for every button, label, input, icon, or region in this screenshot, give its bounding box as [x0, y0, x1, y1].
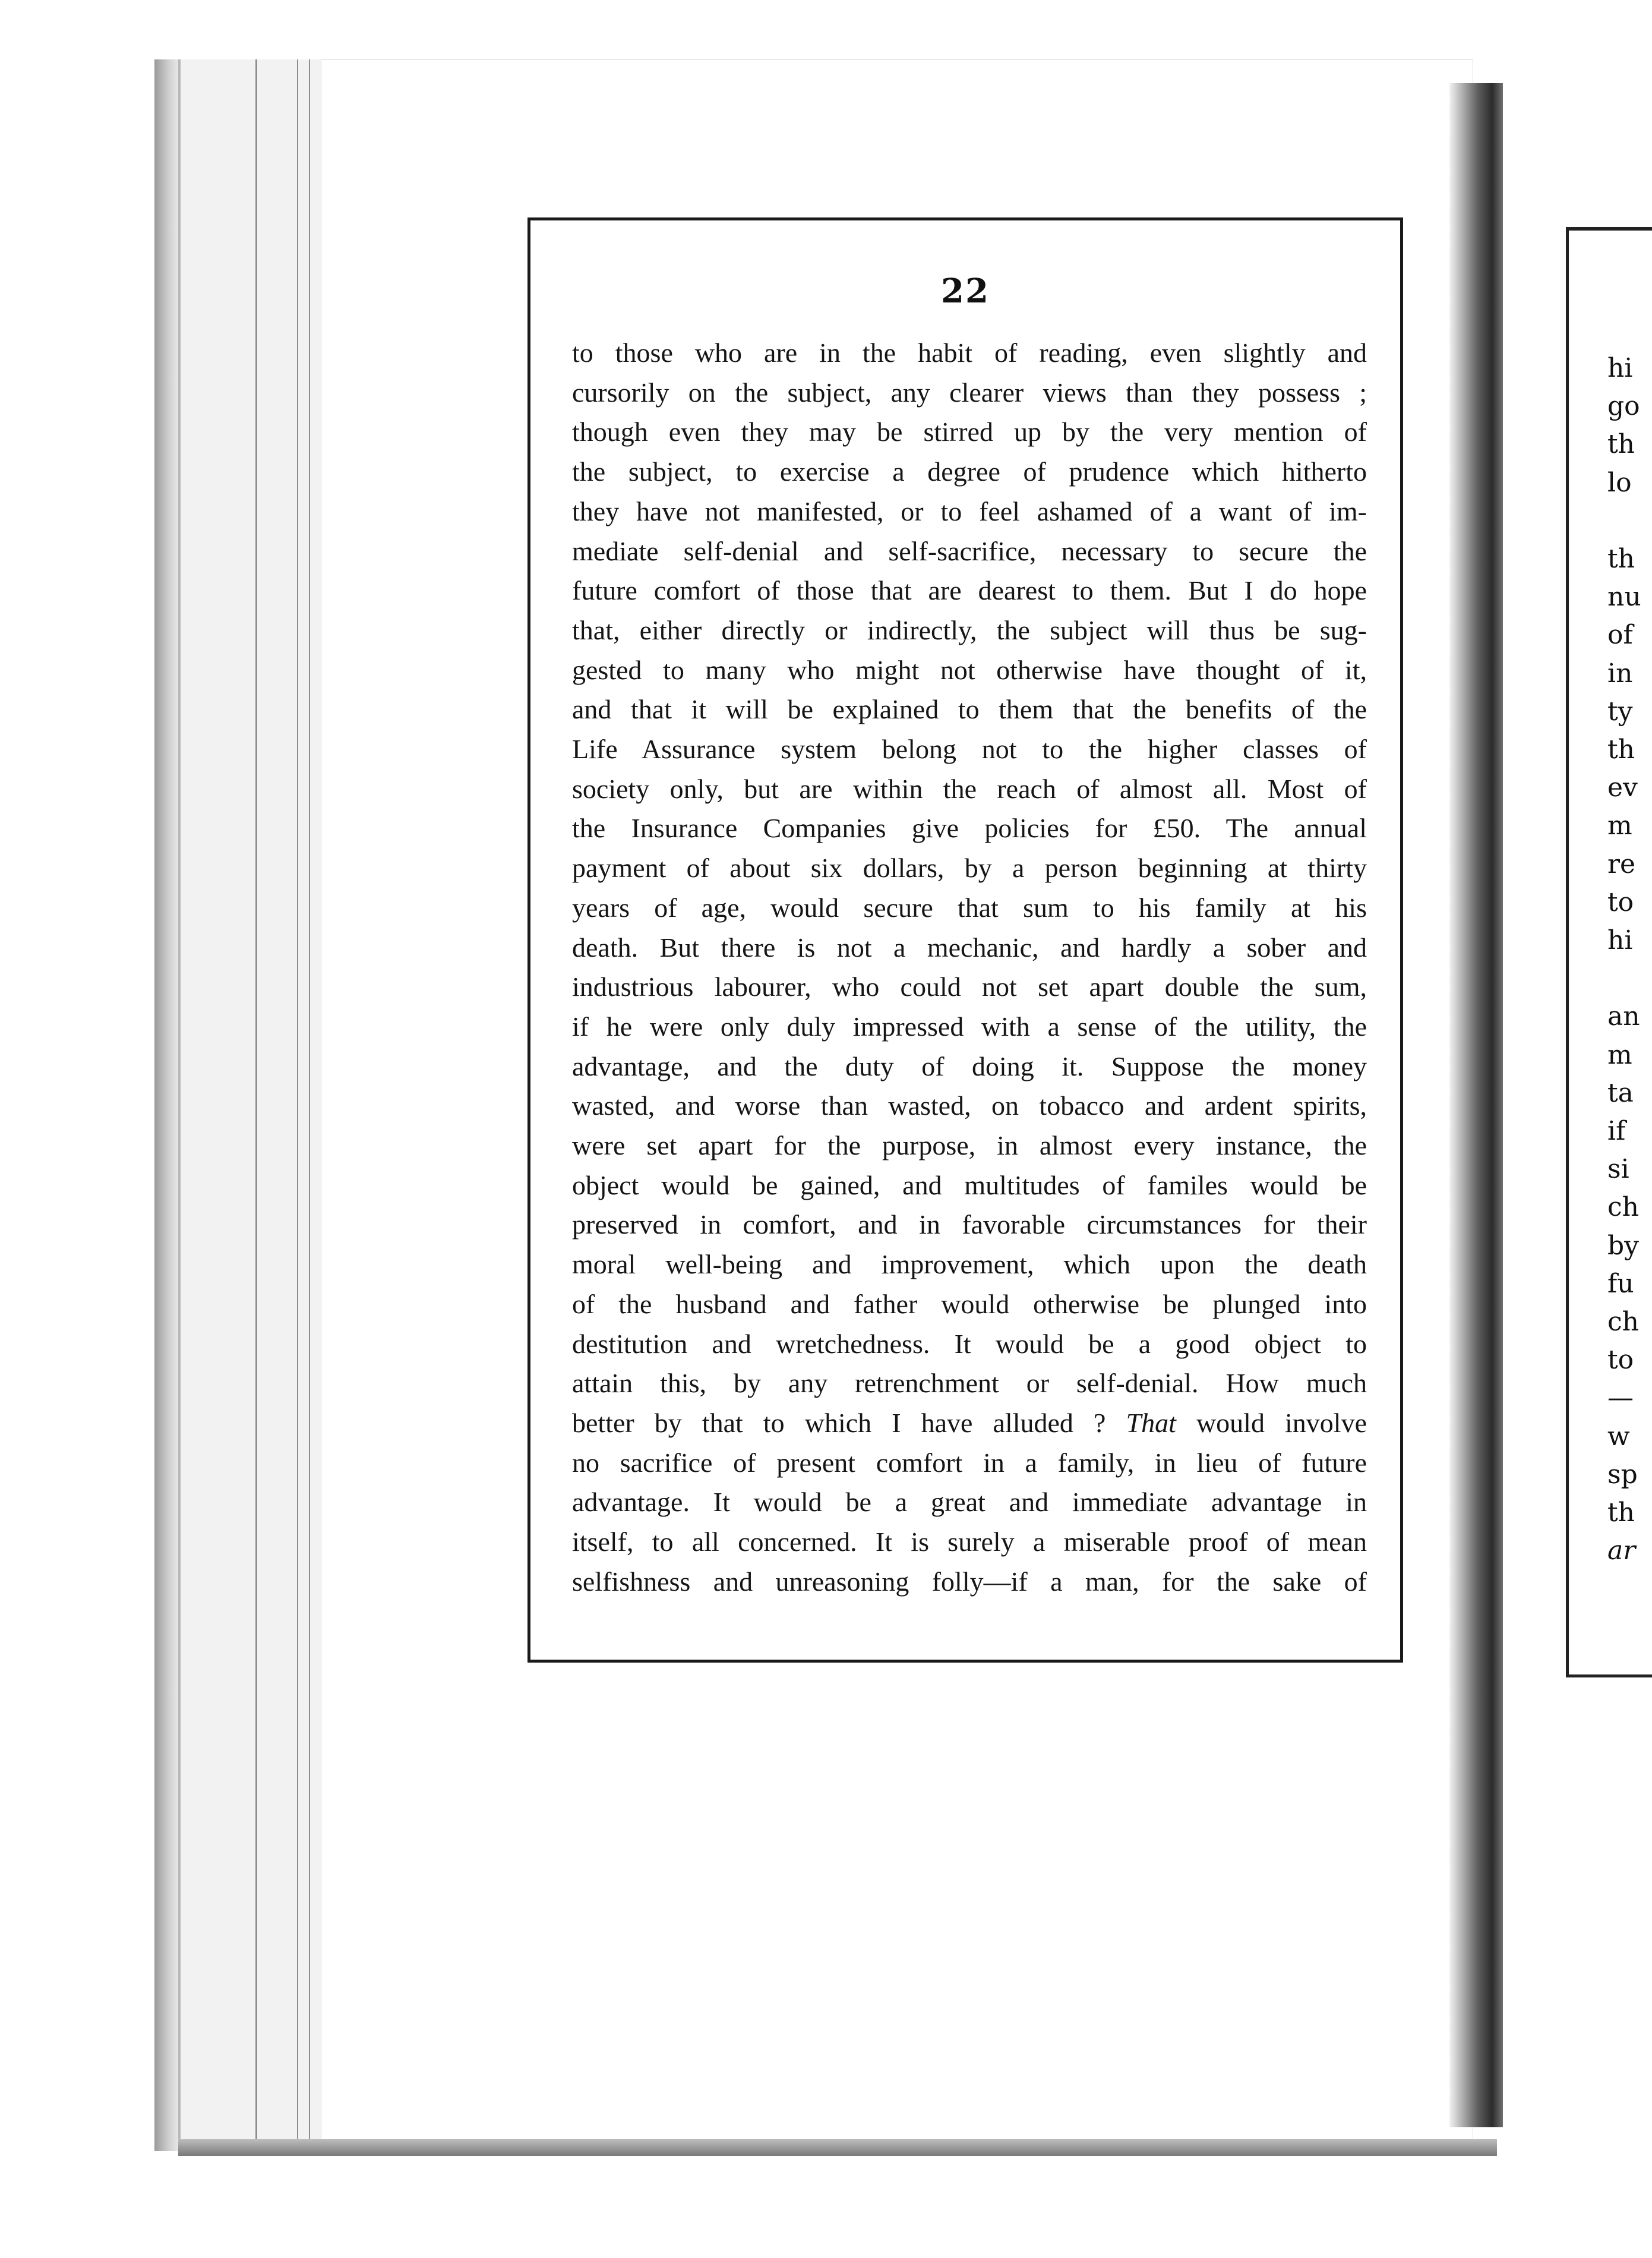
page-stack-line [309, 59, 310, 2151]
facing-page-fragment: w [1607, 1421, 1630, 1452]
facing-page-fragment: sp [1607, 1459, 1638, 1490]
text-line: were set apart for the purpose, in almost every instance, the [572, 1130, 1367, 1161]
facing-page-fragment: by [1607, 1230, 1640, 1261]
facing-page-fragment: m [1607, 811, 1632, 841]
facing-page-fragment: go [1607, 391, 1640, 422]
text-line: destitution and wretchedness. It would be a good object to [572, 1328, 1367, 1359]
facing-page-fragment: ev [1607, 772, 1638, 803]
page-body [572, 333, 1367, 1602]
text-line: society only, but are within the reach of almost all. Most of [572, 773, 1367, 804]
facing-page-fragment: m [1607, 1039, 1632, 1070]
text-line: object would be gained, and multitudes of familes would be [572, 1169, 1367, 1200]
page-stack-line [255, 59, 257, 2151]
text-line: no sacrifice of present comfort in a family, in lieu of future [572, 1447, 1367, 1478]
facing-page-fragment: si [1607, 1154, 1629, 1185]
text-line: the Insurance Companies give policies for £50. The annual [572, 813, 1367, 844]
page-stack-line [297, 59, 298, 2151]
facing-page-fragment: ty [1607, 696, 1633, 727]
text-line: moral well-being and improvement, which upon the death [572, 1249, 1367, 1280]
page-number: 22 [941, 272, 990, 311]
facing-page-fragment: re [1607, 849, 1636, 879]
text-line: cursorily on the subject, any clearer views than they possess ; [572, 377, 1367, 408]
text-line: the subject, to exercise a degree of prudence which hitherto [572, 456, 1367, 487]
text-line: wasted, and worse than wasted, on tobacco and ardent spirits, [572, 1090, 1367, 1121]
facing-page-fragment: nu [1607, 582, 1641, 613]
facing-page-fragment: — [1607, 1383, 1634, 1414]
facing-page-fragment: hi [1607, 925, 1633, 955]
text-line: and that it will be explained to them that the benefits of the [572, 694, 1367, 725]
text-line: Life Assurance system belong not to the higher classes of [572, 734, 1367, 765]
facing-page-fragment: th [1607, 1497, 1635, 1528]
page-bottom-edge [178, 2139, 1497, 2156]
text-line: itself, to all concerned. It is surely a miserable proof of mean [572, 1527, 1367, 1557]
text-line: though even they may be stirred up by the very mention of [572, 417, 1367, 447]
text-line: advantage. It would be a great and immediate advantage in [572, 1487, 1367, 1518]
facing-page-fragment: an [1607, 1001, 1640, 1032]
text-line: of the husband and father would otherwise be plunged into [572, 1288, 1367, 1319]
book-spine-edge [154, 59, 178, 2151]
text-line: to those who are in the habit of reading, even slightly and [572, 338, 1367, 368]
facing-page-fragment: ch [1607, 1307, 1639, 1337]
text-segment: would involve [1196, 1407, 1367, 1438]
text-line: industrious labourer, who could not set apart double the sum, [572, 972, 1367, 1002]
text-line: mediate self-denial and self-sacrifice, necessary to secure the [572, 535, 1367, 566]
text-line: death. But there is not a mechanic, and hardly a sober and [572, 932, 1367, 963]
facing-page-fragment: lo [1607, 467, 1632, 498]
text-line: years of age, would secure that sum to his family at his [572, 892, 1367, 923]
text-line: attain this, by any retrenchment or self-denial. How much [572, 1368, 1367, 1399]
text-line: preserved in comfort, and in favorable circumstances for their [572, 1209, 1367, 1240]
facing-page-fragment: th [1607, 429, 1635, 460]
text-line: future comfort of those that are dearest to them. But I do hope [572, 575, 1367, 606]
text-frame [527, 217, 1403, 1663]
text-line: if he were only duly impressed with a sense of the utility, the [572, 1011, 1367, 1042]
page-stack [178, 59, 323, 2151]
facing-page-fragment: th [1607, 544, 1635, 574]
facing-page-fragment: in [1607, 658, 1633, 689]
facing-page-fragment: th [1607, 734, 1635, 765]
facing-page-fragment: ch [1607, 1192, 1639, 1223]
text-line: gested to many who might not otherwise have thought of it, [572, 654, 1367, 685]
text-segment: better by that to which I have alluded ? [572, 1407, 1106, 1438]
facing-page-fragment: ar [1607, 1535, 1636, 1566]
facing-page-fragment: to [1607, 1345, 1634, 1376]
binding-margin [0, 0, 154, 2258]
facing-page-fragment: hi [1607, 353, 1633, 383]
text-line: payment of about six dollars, by a person beginning at thirty [572, 853, 1367, 884]
text-line: they have not manifested, or to feel ashamed of a want of im- [572, 496, 1367, 526]
facing-page-fragment: fu [1607, 1268, 1634, 1299]
facing-page-fragment: to [1607, 887, 1634, 917]
text-line: that, either directly or indirectly, the subject will thus be sug- [572, 614, 1367, 645]
text-line: selfishness and unreasoning folly—if a man, for the sake of [572, 1566, 1367, 1597]
facing-page-fragment: if [1607, 1116, 1626, 1146]
text-line-with-italic [572, 1404, 1367, 1443]
facing-page-fragment: ta [1607, 1077, 1634, 1108]
book-gutter [1449, 83, 1503, 2127]
facing-page-fragment: of [1607, 620, 1633, 651]
text-line: advantage, and the duty of doing it. Suppose the money [572, 1051, 1367, 1081]
italic-word: That [1126, 1407, 1176, 1438]
